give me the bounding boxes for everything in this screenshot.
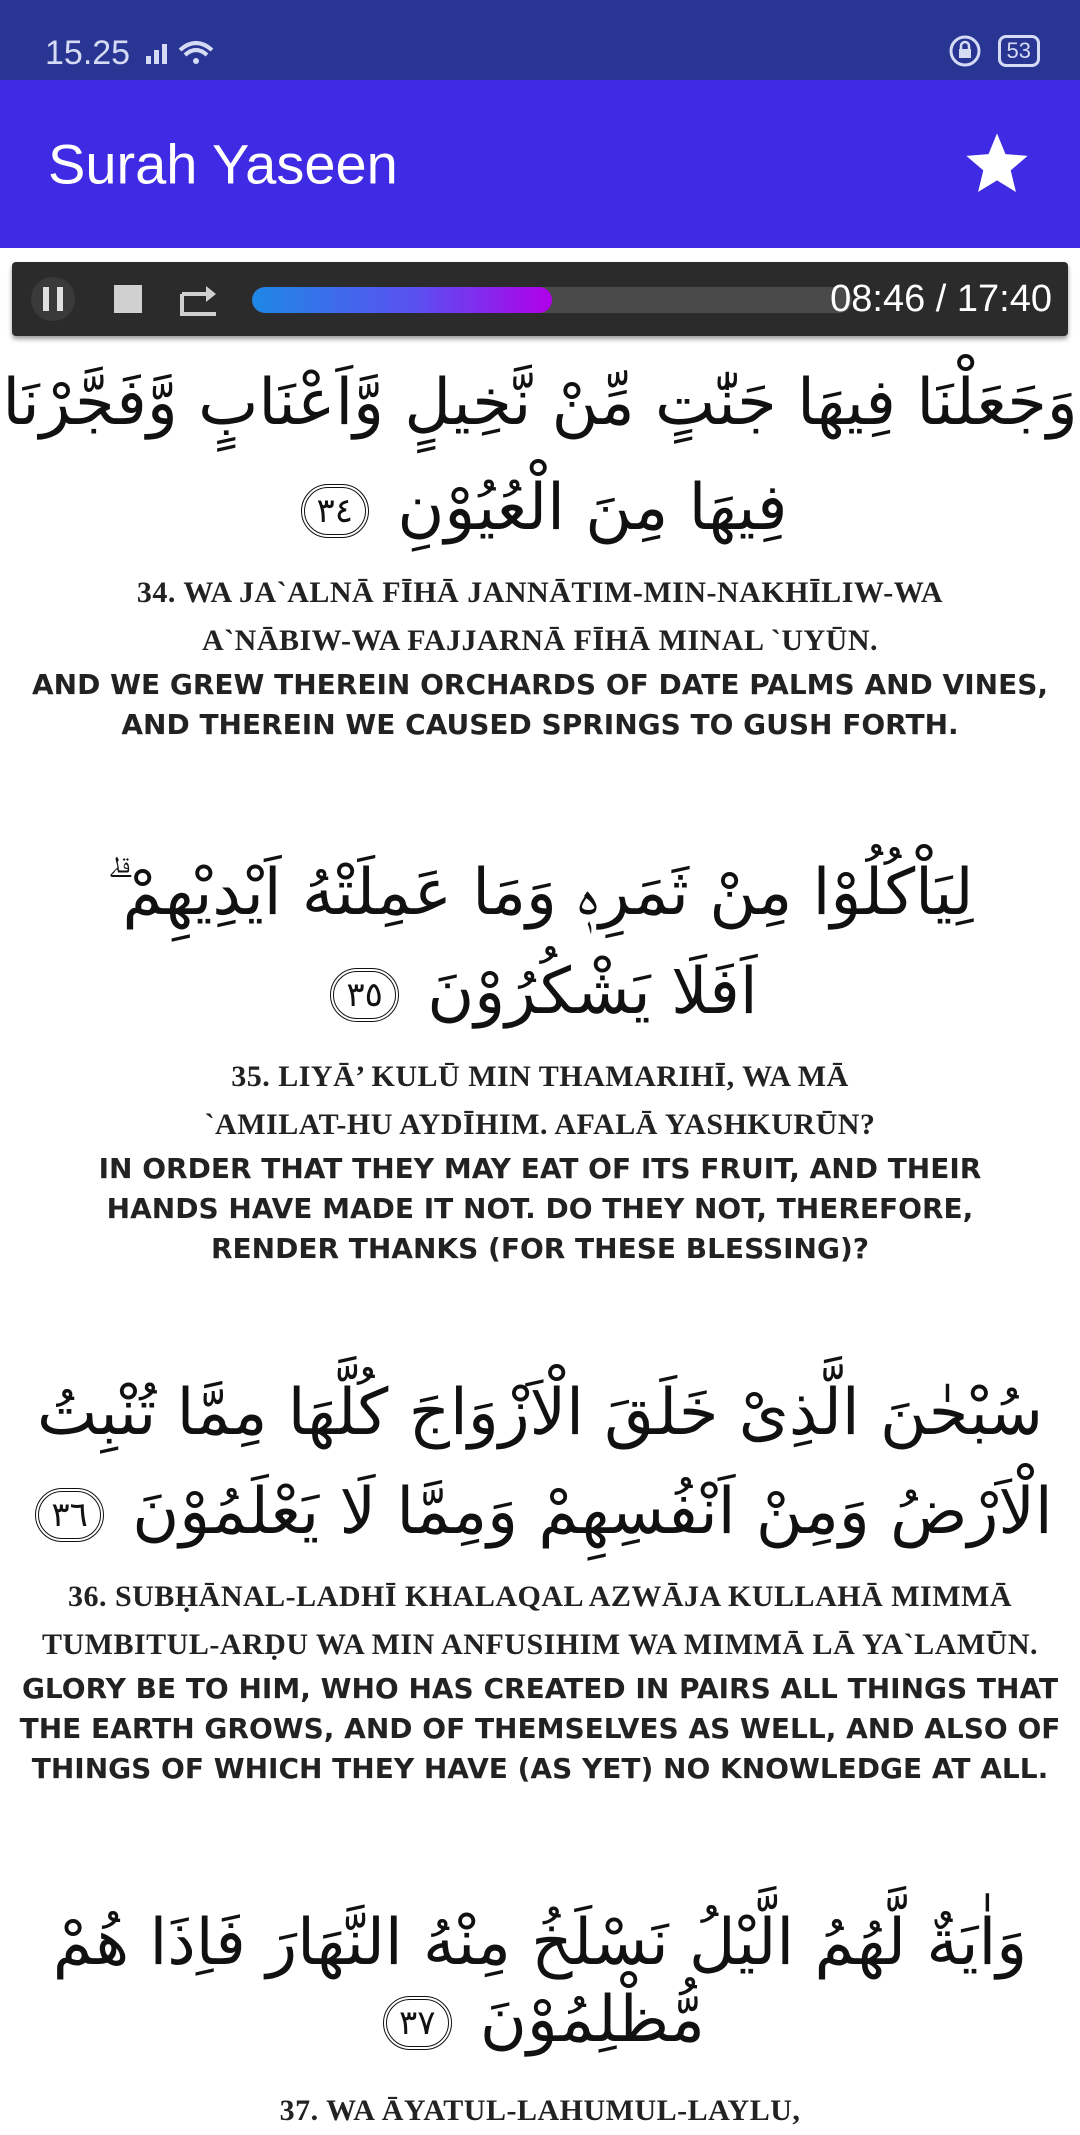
progress-bar[interactable] — [252, 287, 852, 313]
translation-line: AND THEREIN WE CAUSED SPRINGS TO GUSH FORTH. — [121, 707, 959, 741]
arabic-line — [0, 470, 1080, 547]
arabic-text: الْاَرْضُ وَمِنْ اَنْفُسِهِمْ وَمِمَّا لَا يَعْلَمُوْنَ — [132, 1474, 1053, 1549]
battery-icon: 53 — [998, 35, 1040, 67]
verse-34 — [0, 345, 1080, 825]
status-bar — [0, 0, 1080, 80]
stop-icon[interactable] — [106, 276, 152, 322]
translation-line: RENDER THANKS (FOR THESE BLESSING)? — [210, 1231, 870, 1265]
progress-fill — [252, 287, 552, 313]
lock-rotation-icon — [948, 34, 982, 68]
page-title: Surah Yaseen — [48, 132, 398, 196]
ayah-number-marker: ٣٧ — [383, 1996, 452, 2050]
arabic-line: لِيَاْكُلُوْا مِنْ ثَمَرِهٖ وَمَا عَمِلَتْهُ اَيْدِيْهِمْ ۗ — [106, 856, 974, 930]
translation-line: THE EARTH GROWS, AND OF THEMSELVES AS WELL, AND ALSO OF — [19, 1711, 1061, 1745]
pause-icon[interactable] — [30, 276, 76, 322]
arabic-line — [0, 1474, 1080, 1551]
arabic-line — [0, 1885, 1080, 2059]
ayah-number-marker: ٣٦ — [35, 1488, 104, 1542]
arabic-text: فِيهَا مِنَ الْعُيُوْنِ — [397, 470, 788, 545]
status-time: 15.25 — [45, 34, 131, 72]
transliteration-line: 35. LIYĀ’ KULŪ MIN THAMARIHĪ, WA MĀ — [231, 1059, 849, 1093]
status-icons-left — [140, 34, 220, 72]
transliteration-line: `AMILAT-HU AYDĪHIM. AFALĀ YASHKURŪN? — [204, 1107, 876, 1141]
translation-line: AND WE GREW THEREIN ORCHARDS OF DATE PALMS AND VINES, — [31, 667, 1048, 701]
status-icons-right — [948, 34, 1040, 68]
signal-wifi-icon — [140, 34, 220, 68]
transliteration-line: 34. WA JA`ALNĀ FĪHĀ JANNĀTIM-MIN-NAKHĪLIW-WA — [136, 575, 944, 609]
time-readout: 08:46 / 17:40 — [830, 278, 1052, 320]
verse-37 — [0, 1885, 1080, 2135]
arabic-text: وَاٰيَةٌ لَّهُمُ الَّيْلُ نَسْلَخُ مِنْهُ النَّهَارَ فَاِذَا هُمْ مُّظْلِمُوْنَ — [52, 1906, 1028, 2057]
arabic-line: سُبْحٰنَ الَّذِىْ خَلَقَ الْاَزْوَاجَ كُلَّهَا مِمَّا تُنْبِتُ — [36, 1376, 1044, 1450]
translation-line: GLORY BE TO HIM, WHO HAS CREATED IN PAIRS ALL THINGS THAT — [21, 1671, 1059, 1705]
ayah-number-marker: ٣٤ — [301, 484, 370, 538]
app-bar — [0, 80, 1080, 248]
transliteration-line: 37. WA ĀYATUL-LAHUMUL-LAYLU, — [279, 2093, 801, 2127]
audio-player — [12, 262, 1068, 336]
arabic-line — [0, 954, 1080, 1031]
translation-line: THINGS OF WHICH THEY HAVE (AS YET) NO KNOWLEDGE AT ALL. — [31, 1751, 1049, 1785]
repeat-icon[interactable] — [176, 276, 222, 322]
verse-35 — [0, 825, 1080, 1345]
translation-line: HANDS HAVE MADE IT NOT. DO THEY NOT, THEREFORE, — [106, 1191, 974, 1225]
transliteration-line: 36. SUBḤĀNAL-LADHĪ KHALAQAL AZWĀJA KULLAHĀ MIMMĀ — [67, 1579, 1013, 1613]
arabic-text: اَفَلَا يَشْكُرُوْنَ — [427, 954, 758, 1029]
verse-list — [0, 345, 1080, 2135]
transliteration-line: TUMBITUL-ARḌU WA MIN ANFUSIHIM WA MIMMĀ LĀ YA`LAMŪN. — [41, 1627, 1039, 1661]
ayah-number-marker: ٣٥ — [330, 968, 399, 1022]
arabic-line: وَجَعَلْنَا فِيهَا جَنّٰتٍ مِّنْ نَّخِيلٍ وَّاَعْنَابٍ وَّفَجَّرْنَا — [2, 366, 1078, 440]
translation-line: IN ORDER THAT THEY MAY EAT OF ITS FRUIT, AND THEIR — [98, 1151, 982, 1185]
favorite-star-icon[interactable] — [962, 129, 1032, 199]
transliteration-line: A`NĀBIW-WA FAJJARNĀ FĪHĀ MINAL `UYŪN. — [202, 623, 878, 657]
verse-36 — [0, 1345, 1080, 1885]
